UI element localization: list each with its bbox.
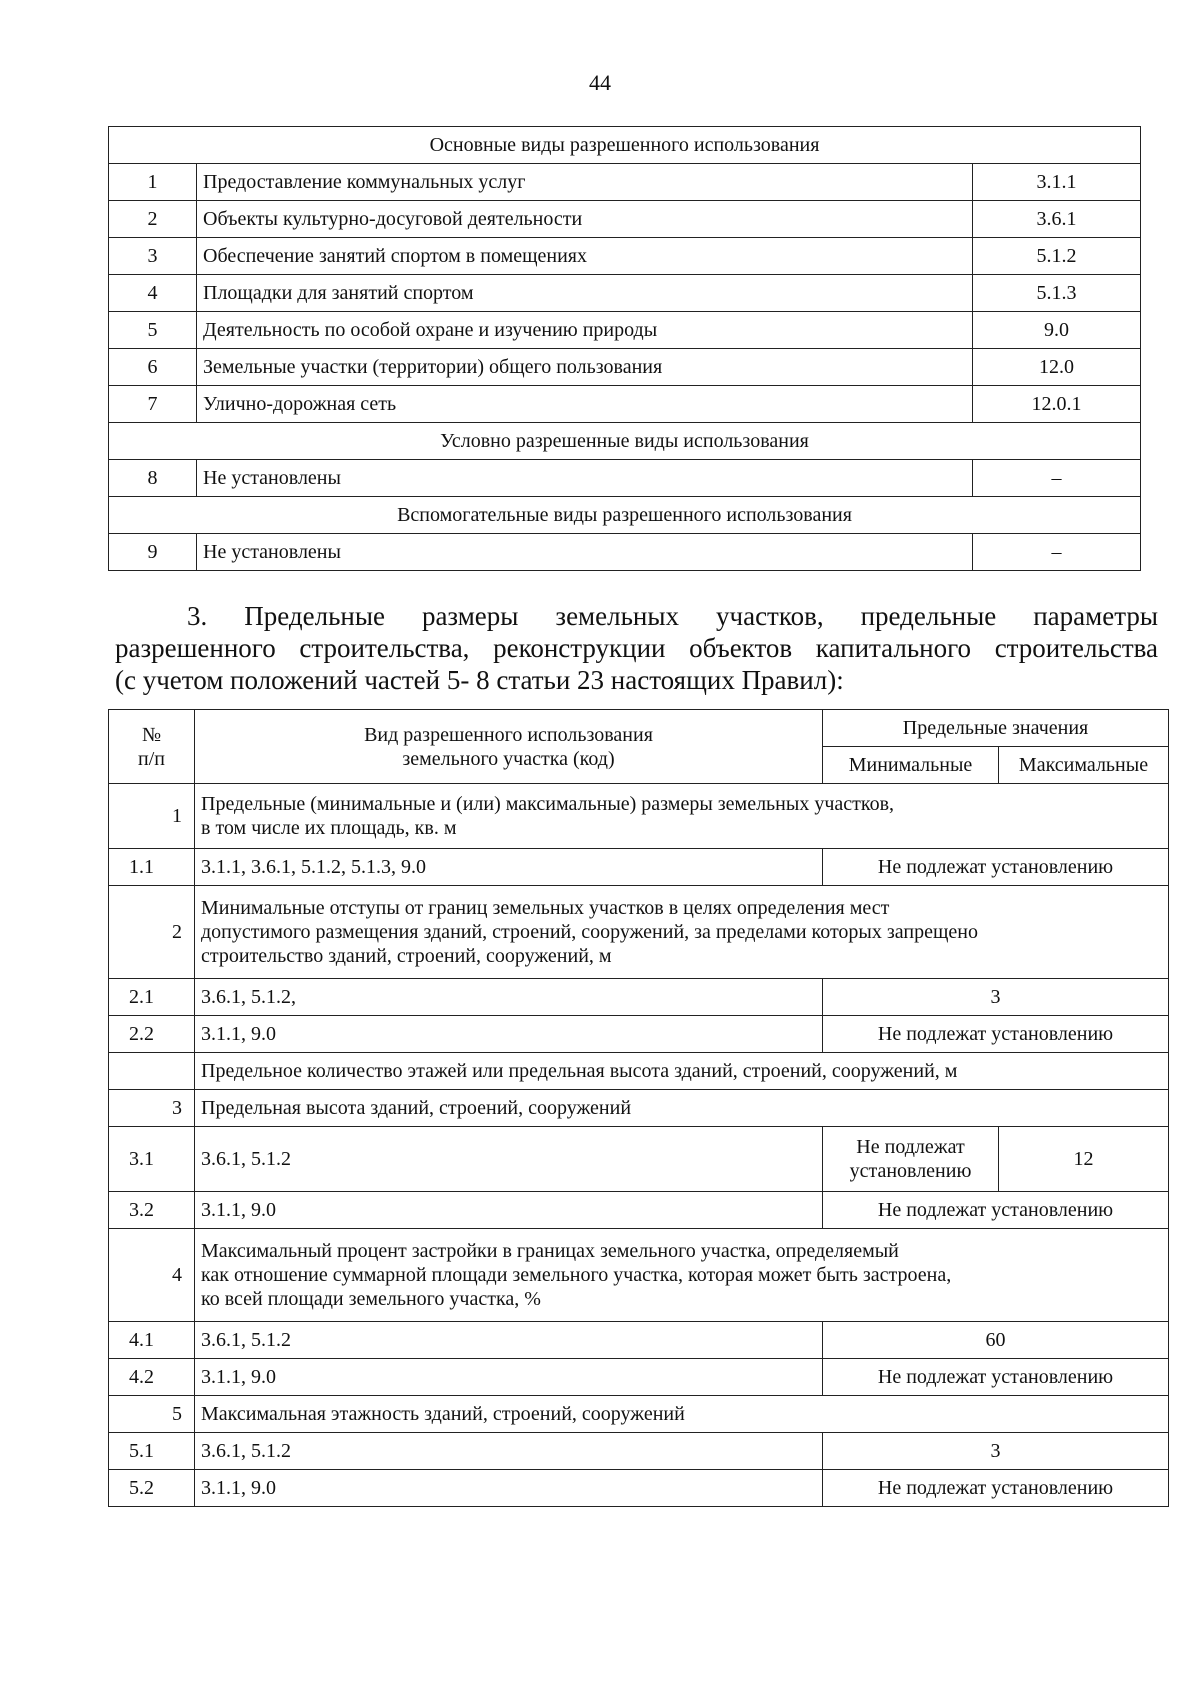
paragraph-line: разрешенного строительства, реконструкции объектов капитального строительства [115, 633, 1158, 663]
parameter-title [195, 886, 1169, 979]
table-row [109, 1016, 1169, 1053]
parameter-title: Максимальная этажность зданий, строений, сооружений [195, 1396, 1169, 1433]
table-row [109, 1127, 1169, 1192]
header-use-type [195, 710, 823, 784]
header-number-line1: № [141, 723, 162, 746]
row-number: 4.1 [109, 1322, 195, 1359]
page-number: 44 [589, 70, 611, 95]
parameter-title-line: Минимальные отступы от границ земельных участков в целях определения мест [201, 897, 890, 919]
limit-value: Не подлежат установлению [823, 1016, 1169, 1053]
table-row [109, 1229, 1169, 1322]
use-code: 3.6.1 [973, 201, 1141, 238]
limit-value: 3 [823, 979, 1169, 1016]
table-row [109, 1053, 1169, 1090]
use-code: 12.0 [973, 349, 1141, 386]
row-number: 3.2 [109, 1192, 195, 1229]
row-number [109, 1053, 195, 1090]
use-code: 12.0.1 [973, 386, 1141, 423]
header-use-type-line1: Вид разрешенного использования [364, 723, 653, 746]
row-number: 3 [109, 238, 197, 275]
table-row [109, 1359, 1169, 1396]
row-number: 2.1 [109, 979, 195, 1016]
use-code: 5.1.3 [973, 275, 1141, 312]
use-name: Не установлены [197, 460, 973, 497]
limit-max-value: 12 [999, 1127, 1169, 1192]
table-row [109, 1192, 1169, 1229]
limit-min-line: Не подлежат [856, 1136, 965, 1158]
table-row [109, 979, 1169, 1016]
limit-min-line: установлению [849, 1160, 972, 1182]
use-name: Земельные участки (территории) общего пользования [197, 349, 973, 386]
limit-value: Не подлежат установлению [823, 1359, 1169, 1396]
table-row [109, 386, 1141, 423]
use-codes: 3.1.1, 9.0 [195, 1192, 823, 1229]
limit-value: 3 [823, 1433, 1169, 1470]
paragraph-line-text: 3. Предельные размеры земельных участков, предельные параметры [187, 601, 1158, 631]
use-codes: 3.1.1, 9.0 [195, 1470, 823, 1507]
row-number: 4 [109, 275, 197, 312]
paragraph-line: (с учетом положений частей 5- 8 статьи 23 настоящих Правил): [115, 665, 844, 695]
use-name: Предоставление коммунальных услуг [197, 164, 973, 201]
parameter-title: Предельное количество этажей или предельная высота зданий, строений, сооружений, м [195, 1053, 1169, 1090]
use-code: 3.1.1 [973, 164, 1141, 201]
parameter-title-line: как отношение суммарной площади земельного участка, которая может быть застроена, [201, 1264, 952, 1286]
section-conditional-uses: Условно разрешенные виды использования [109, 423, 1141, 460]
use-code: – [973, 460, 1141, 497]
table-row [109, 1090, 1169, 1127]
row-number: 3.1 [109, 1127, 195, 1192]
row-number: 2 [109, 201, 197, 238]
row-number: 7 [109, 386, 197, 423]
table-row [109, 1396, 1169, 1433]
row-number: 4.2 [109, 1359, 195, 1396]
header-use-type-line2: земельного участка (код) [402, 747, 615, 770]
row-number: 9 [109, 534, 197, 571]
row-number: 5.1 [109, 1433, 195, 1470]
section-auxiliary-uses: Вспомогательные виды разрешенного использования [109, 497, 1141, 534]
section-header-row [109, 127, 1141, 164]
table-row [109, 349, 1141, 386]
header-number-line2: п/п [138, 747, 165, 770]
row-number: 2.2 [109, 1016, 195, 1053]
table-row [109, 1322, 1169, 1359]
section-main-uses: Основные виды разрешенного использования [109, 127, 1141, 164]
header-min: Минимальные [823, 747, 999, 784]
row-number: 5.2 [109, 1470, 195, 1507]
table-row [109, 164, 1141, 201]
header-row [109, 710, 1169, 747]
parameter-title [195, 1229, 1169, 1322]
limit-parameters-table [108, 709, 1169, 1507]
table-row [109, 460, 1141, 497]
section-header-row [109, 497, 1141, 534]
use-code: – [973, 534, 1141, 571]
table-row [109, 1433, 1169, 1470]
use-name: Улично-дорожная сеть [197, 386, 973, 423]
use-codes: 3.6.1, 5.1.2, [195, 979, 823, 1016]
row-number: 1.1 [109, 849, 195, 886]
section-header-row [109, 423, 1141, 460]
table-row [109, 886, 1169, 979]
use-codes: 3.6.1, 5.1.2 [195, 1322, 823, 1359]
use-codes: 3.6.1, 5.1.2 [195, 1127, 823, 1192]
table-row [109, 238, 1141, 275]
row-number: 5 [109, 312, 197, 349]
table-row [109, 1470, 1169, 1507]
parameter-title-line: Максимальный процент застройки в границах земельного участка, определяемый [201, 1240, 899, 1262]
use-name: Обеспечение занятий спортом в помещениях [197, 238, 973, 275]
limit-value: Не подлежат установлению [823, 1470, 1169, 1507]
use-name: Площадки для занятий спортом [197, 275, 973, 312]
limit-value: 60 [823, 1322, 1169, 1359]
row-number: 3 [109, 1090, 195, 1127]
table-row [109, 534, 1141, 571]
row-number: 5 [109, 1396, 195, 1433]
row-number: 1 [109, 164, 197, 201]
parameter-title-line: в том числе их площадь, кв. м [201, 817, 457, 839]
header-max: Максимальные [999, 747, 1169, 784]
table-row [109, 201, 1141, 238]
use-code: 5.1.2 [973, 238, 1141, 275]
row-number: 8 [109, 460, 197, 497]
table-row [109, 784, 1169, 849]
parameter-title-line: ко всей площади земельного участка, % [201, 1288, 541, 1310]
paragraph-line [115, 600, 1158, 632]
parameter-title-line: Предельные (минимальные и (или) максимальные) размеры земельных участков, [201, 793, 895, 815]
row-number: 6 [109, 349, 197, 386]
parameter-title-line: допустимого размещения зданий, строений, сооружений, за пределами которых запрещено [201, 921, 978, 943]
row-number: 4 [109, 1229, 195, 1322]
parameter-title [195, 784, 1169, 849]
header-limit-values: Предельные значения [823, 710, 1169, 747]
use-name: Объекты культурно-досуговой деятельности [197, 201, 973, 238]
parameter-title: Предельная высота зданий, строений, сооружений [195, 1090, 1169, 1127]
section-3-paragraph [115, 600, 1158, 696]
table-row [109, 312, 1141, 349]
use-name: Деятельность по особой охране и изучению природы [197, 312, 973, 349]
table-row [109, 275, 1141, 312]
row-number: 2 [109, 886, 195, 979]
table-row [109, 849, 1169, 886]
use-name: Не установлены [197, 534, 973, 571]
use-codes: 3.6.1, 5.1.2 [195, 1433, 823, 1470]
parameter-title-line: строительство зданий, строений, сооружений, м [201, 945, 612, 967]
limit-value: Не подлежат установлению [823, 849, 1169, 886]
limit-min-value [823, 1127, 999, 1192]
row-number: 1 [109, 784, 195, 849]
header-number [109, 710, 195, 784]
use-codes: 3.1.1, 9.0 [195, 1359, 823, 1396]
use-codes: 3.1.1, 3.6.1, 5.1.2, 5.1.3, 9.0 [195, 849, 823, 886]
use-codes: 3.1.1, 9.0 [195, 1016, 823, 1053]
permitted-uses-table [108, 126, 1141, 571]
use-code: 9.0 [973, 312, 1141, 349]
limit-value: Не подлежат установлению [823, 1192, 1169, 1229]
